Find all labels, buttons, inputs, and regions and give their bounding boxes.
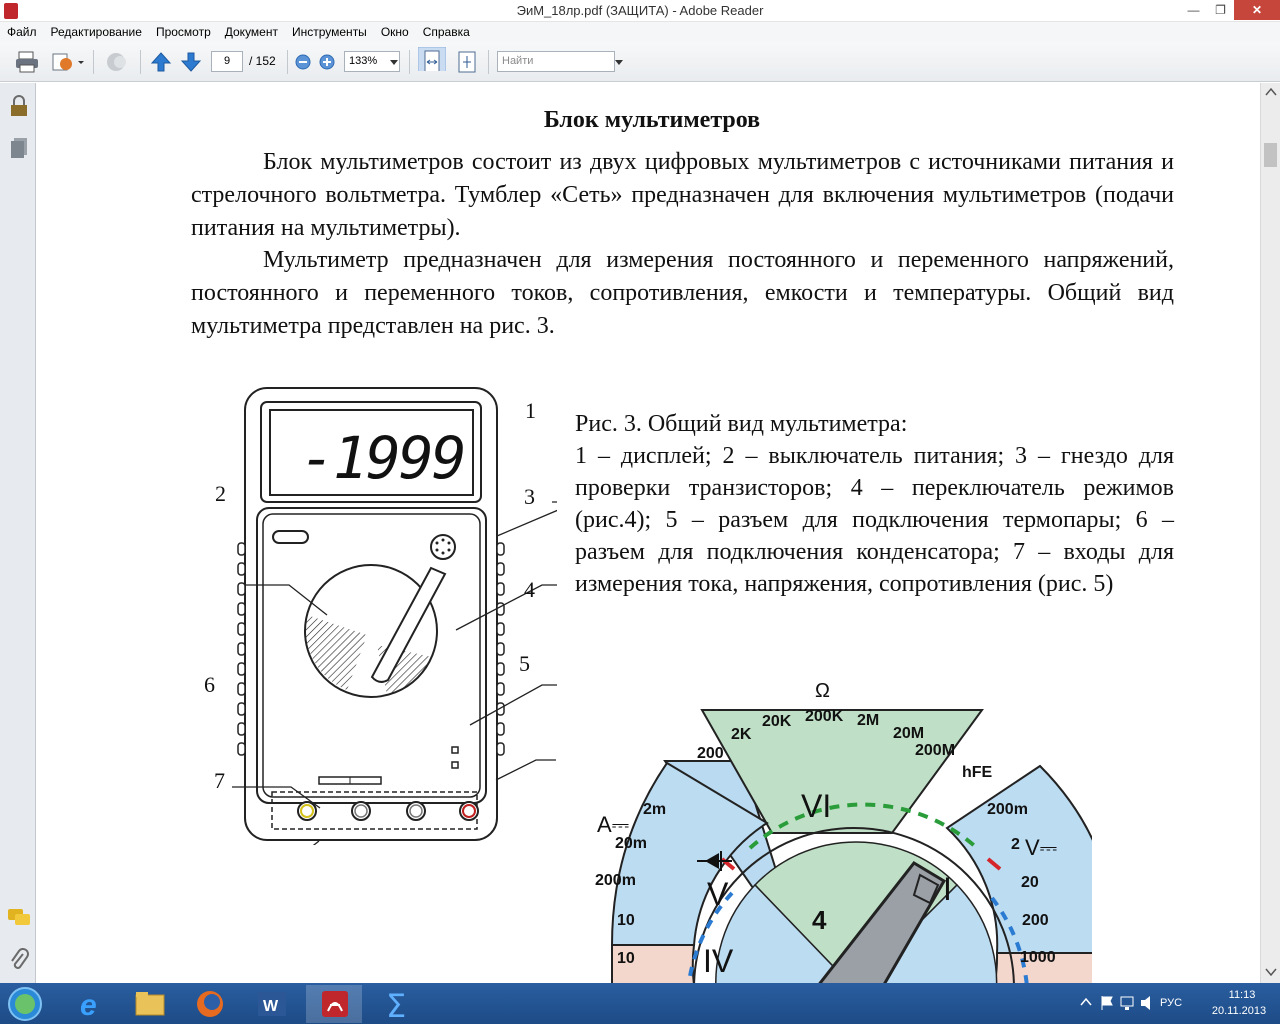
section-heading: Блок мультиметров <box>543 107 761 133</box>
amp-range-2m: 2m <box>643 801 667 818</box>
next-page-icon[interactable] <box>180 50 202 74</box>
clock-time[interactable]: 11:13 <box>1228 989 1256 1001</box>
paragraph-1: Блок мультиметров состоит из двух цифровых мультиметров с источниками питания и стрелочного вольтметра. Тумблер «Сеть» предназначен для включения мультиметров (подачи питания на мультиметры). <box>191 149 1174 241</box>
volt-range-20: 20 <box>1021 874 1039 891</box>
page-total: / 152 <box>249 54 276 68</box>
ac-amp-range-10: 10 <box>617 950 635 967</box>
fit-width-icon[interactable] <box>418 47 446 71</box>
firefox-icon[interactable] <box>182 985 238 1023</box>
search-input[interactable]: Найти <box>497 51 615 72</box>
navigation-pane <box>0 83 36 983</box>
title-bar <box>0 0 1280 22</box>
knob-label: 4 <box>812 905 827 935</box>
ohm-label: Ω <box>815 680 830 702</box>
menu-document[interactable]: Документ <box>224 25 278 39</box>
volt-range-200m: 200m <box>987 801 1028 818</box>
callout-5: 5 <box>519 651 530 676</box>
dc-volt-label: V⎓ <box>1025 835 1058 860</box>
sector-i: I <box>943 871 952 907</box>
fit-page-icon[interactable] <box>455 50 479 74</box>
start-icon[interactable] <box>0 985 50 1023</box>
attachment-icon[interactable] <box>9 948 29 972</box>
sector-iv: IV <box>703 943 734 979</box>
power-switch-drawing <box>273 531 308 543</box>
ohm-range-200: 200 <box>697 745 724 762</box>
pages-icon[interactable] <box>9 137 29 159</box>
menu-view[interactable]: Просмотр <box>155 25 211 39</box>
scroll-thumb[interactable] <box>1264 143 1277 167</box>
previous-page-icon[interactable] <box>150 50 172 74</box>
vertical-scrollbar[interactable] <box>1260 83 1280 983</box>
dc-amp-label: A⎓ <box>597 812 630 837</box>
internet-explorer-icon[interactable] <box>62 985 118 1023</box>
figure-caption-title: Рис. 3. Общий вид мультиметра: <box>575 411 908 437</box>
ohm-range-20k: 20K <box>762 713 792 730</box>
input-language[interactable]: РУС <box>1160 997 1183 1009</box>
callout-6: 6 <box>204 672 215 697</box>
svg-text:e: e <box>80 989 97 1022</box>
zoom-in-icon[interactable] <box>318 50 336 74</box>
svg-text:Σ: Σ <box>386 987 407 1023</box>
scroll-down-icon[interactable] <box>1265 967 1277 977</box>
zoom-out-icon[interactable] <box>294 50 312 74</box>
zoom-select[interactable]: 133% <box>344 51 400 72</box>
comments-icon[interactable] <box>7 908 31 928</box>
callout-3: 3 <box>524 484 535 509</box>
print-icon[interactable] <box>14 50 40 74</box>
callout-2: 2 <box>215 481 226 506</box>
callout-1: 1 <box>525 398 536 423</box>
svg-text:W: W <box>263 998 279 1015</box>
menu-tools[interactable]: Инструменты <box>291 25 367 39</box>
volt-range-1000: 1000 <box>1020 949 1056 966</box>
lock-icon[interactable] <box>9 95 29 117</box>
action-center-flag-icon[interactable] <box>1100 995 1114 1011</box>
menu-help[interactable]: Справка <box>422 25 470 39</box>
sector-vi: VI <box>801 788 832 824</box>
amp-range-200m: 200m <box>595 872 636 889</box>
file-explorer-icon[interactable] <box>122 985 178 1023</box>
menu-window[interactable]: Окно <box>380 25 409 39</box>
callout-7: 7 <box>214 768 225 793</box>
paragraph-2: Мультиметр предназначен для измерения постоянного и переменного напряжений, постоянного и переменного токов, сопротивления, емкости и температуры. Общий вид мультиметра представлен на рис. 3. <box>191 247 1174 339</box>
menu-bar <box>0 22 1280 42</box>
menu-edit[interactable]: Редактирование <box>50 25 142 39</box>
pdf-page <box>37 83 1260 983</box>
menu-file[interactable]: Файл <box>7 25 37 39</box>
ohm-range-2m: 2M <box>857 712 880 729</box>
ohm-range-200m: 200M <box>915 742 956 759</box>
sector-v: V <box>707 876 729 912</box>
amp-range-10: 10 <box>617 912 635 929</box>
window-title: ЭиМ_18лр.pdf (ЗАЩИТА) - Adobe Reader <box>516 3 764 18</box>
figure-caption-body: 1 – дисплей; 2 – выключатель питания; 3 – гнездо для проверки транзисторов; 4 – переключатель режимов (рис.4); 5 – разъем для подключения термопары; 6 – разъем для подключения конденсатора; 7 – входы для измерения тока, напряжения, сопротивления (рис. 5) <box>575 443 1174 597</box>
minimize-button[interactable]: — <box>1187 3 1200 17</box>
ohm-range-2k: 2K <box>731 726 752 743</box>
scroll-up-icon[interactable] <box>1265 87 1277 97</box>
volt-range-2: 2 <box>1011 836 1020 853</box>
volt-range-200: 200 <box>1022 912 1049 929</box>
amp-range-20m: 20m <box>615 835 648 852</box>
document-view[interactable] <box>37 83 1260 983</box>
maximize-button[interactable]: ❐ <box>1215 3 1226 17</box>
word-icon[interactable] <box>244 985 300 1023</box>
close-button[interactable]: ✕ <box>1234 0 1280 20</box>
clock-date[interactable]: 20.11.2013 <box>1211 1005 1267 1017</box>
callout-4: 4 <box>524 577 535 602</box>
ohm-range-200k: 200K <box>805 708 844 725</box>
display-reading: -1999 <box>300 424 465 492</box>
adobe-reader-taskbar-icon[interactable] <box>306 985 362 1023</box>
taskbar <box>0 983 1280 1024</box>
collaboration-icon[interactable] <box>103 50 131 74</box>
page-number-input[interactable]: 9 <box>211 51 243 72</box>
hfe-label: hFE <box>962 764 993 781</box>
ohm-range-20m: 20M <box>893 725 925 742</box>
volume-icon[interactable] <box>1140 995 1156 1011</box>
chevron-down-icon[interactable] <box>390 60 398 84</box>
search-dropdown-icon[interactable] <box>615 60 623 84</box>
tray-expand-icon[interactable] <box>1080 997 1092 1007</box>
toolbar <box>0 42 1280 82</box>
network-icon[interactable] <box>1120 995 1136 1011</box>
mathcad-icon[interactable] <box>370 985 426 1023</box>
share-icon[interactable] <box>50 50 84 74</box>
